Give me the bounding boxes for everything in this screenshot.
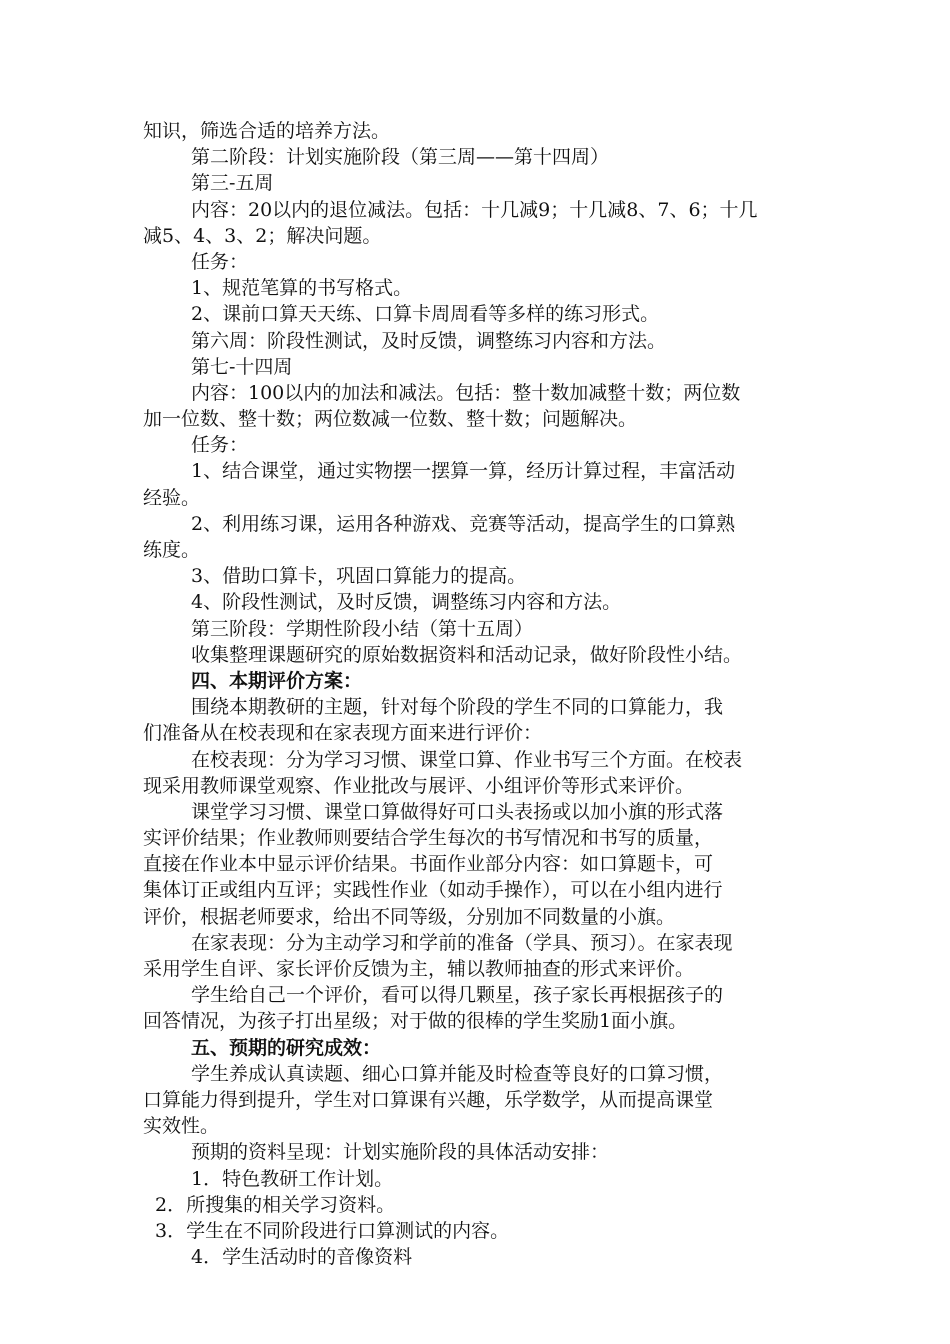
text-line: 知识，筛选合适的培养方法。 bbox=[143, 120, 391, 142]
text-line: 实效性。 bbox=[143, 1115, 220, 1138]
text-line: 1、结合课堂，通过实物摆一摆算一算，经历计算过程，丰富活动 bbox=[191, 460, 736, 483]
text-line: 内容：20以内的退位减法。包括：十几减9；十几减8、7、6；十几 bbox=[191, 198, 758, 221]
text-line: 现采用教师课堂观察、作业批改与展评、小组评价等形式来评价。 bbox=[143, 774, 695, 797]
text-line: 第三-五周 bbox=[191, 172, 274, 195]
text-line: 围绕本期教研的主题，针对每个阶段的学生不同的口算能力，我 bbox=[191, 696, 724, 719]
section-heading: 四、本期评价方案： bbox=[191, 669, 363, 692]
text-line: 评价，根据老师要求，给出不同等级，分别加不同数量的小旗。 bbox=[143, 905, 676, 928]
text-line: 第三阶段：学期性阶段小结（第十五周） bbox=[191, 617, 534, 640]
text-line: 直接在作业本中显示评价结果。书面作业部分内容：如口算题卡，可 bbox=[143, 853, 714, 876]
text-line: 2、课前口算天天练、口算卡周周看等多样的练习形式。 bbox=[191, 303, 660, 326]
text-line: 4．学生活动时的音像资料 bbox=[191, 1246, 413, 1269]
text-line: 任务： bbox=[191, 434, 249, 457]
text-line: 们准备从在校表现和在家表现方面来进行评价： bbox=[143, 722, 543, 745]
document-body bbox=[143, 118, 813, 1270]
text-line: 2、利用练习课，运用各种游戏、竞赛等活动，提高学生的口算熟 bbox=[191, 512, 736, 535]
text-line: 内容：100以内的加法和减法。包括：整十数加减整十数；两位数 bbox=[191, 381, 741, 404]
text-line: 3．学生在不同阶段进行口算测试的内容。 bbox=[155, 1219, 510, 1242]
text-line: 采用学生自评、家长评价反馈为主，辅以教师抽查的形式来评价。 bbox=[143, 958, 695, 980]
text-line: 第六周：阶段性测试，及时反馈，调整练习内容和方法。 bbox=[191, 329, 667, 352]
text-line: 减5、4、3、2；解决问题。 bbox=[143, 224, 382, 247]
text-line: 2．所搜集的相关学习资料。 bbox=[155, 1193, 396, 1216]
text-line: 课堂学习习惯、课堂口算做得好可口头表扬或以加小旗的形式落 bbox=[191, 800, 724, 823]
text-line: 回答情况，为孩子打出星级；对于做的很棒的学生奖励1面小旗。 bbox=[143, 1010, 688, 1033]
text-line: 在家表现：分为主动学习和学前的准备（学具、预习）。在家表现 bbox=[191, 931, 733, 954]
text-line: 任务： bbox=[191, 250, 249, 273]
section-heading: 五、预期的研究成效： bbox=[191, 1036, 382, 1059]
text-line: 在校表现：分为学习习惯、课堂口算、作业书写三个方面。在校表 bbox=[191, 748, 743, 771]
text-line: 实评价结果；作业教师则要结合学生每次的书写情况和书写的质量， bbox=[143, 827, 714, 850]
text-line: 预期的资料呈现：计划实施阶段的具体活动安排： bbox=[191, 1141, 610, 1164]
text-line: 4、阶段性测试，及时反馈，调整练习内容和方法。 bbox=[191, 591, 622, 614]
text-line: 加一位数、整十数；两位数减一位数、整十数；问题解决。 bbox=[143, 408, 638, 431]
text-line: 练度。 bbox=[143, 539, 201, 561]
text-line: 口算能力得到提升，学生对口算课有兴趣，乐学数学，从而提高课堂 bbox=[143, 1088, 714, 1111]
text-line: 学生给自己一个评价，看可以得几颗星，孩子家长再根据孩子的 bbox=[191, 984, 724, 1007]
text-line: 第二阶段：计划实施阶段（第三周——第十四周） bbox=[191, 146, 610, 169]
text-line: 学生养成认真读题、细心口算并能及时检查等良好的口算习惯， bbox=[191, 1062, 724, 1085]
text-line: 集体订正或组内互评；实践性作业（如动手操作），可以在小组内进行 bbox=[143, 879, 723, 902]
text-line: 第七-十四周 bbox=[191, 355, 293, 378]
text-line: 1、规范笔算的书写格式。 bbox=[191, 277, 413, 300]
text-line: 1．特色教研工作计划。 bbox=[191, 1167, 394, 1190]
text-line: 经验。 bbox=[143, 486, 201, 509]
text-line: 3、借助口算卡，巩固口算能力的提高。 bbox=[191, 565, 527, 588]
text-line: 收集整理课题研究的原始数据资料和活动记录，做好阶段性小结。 bbox=[191, 643, 743, 666]
